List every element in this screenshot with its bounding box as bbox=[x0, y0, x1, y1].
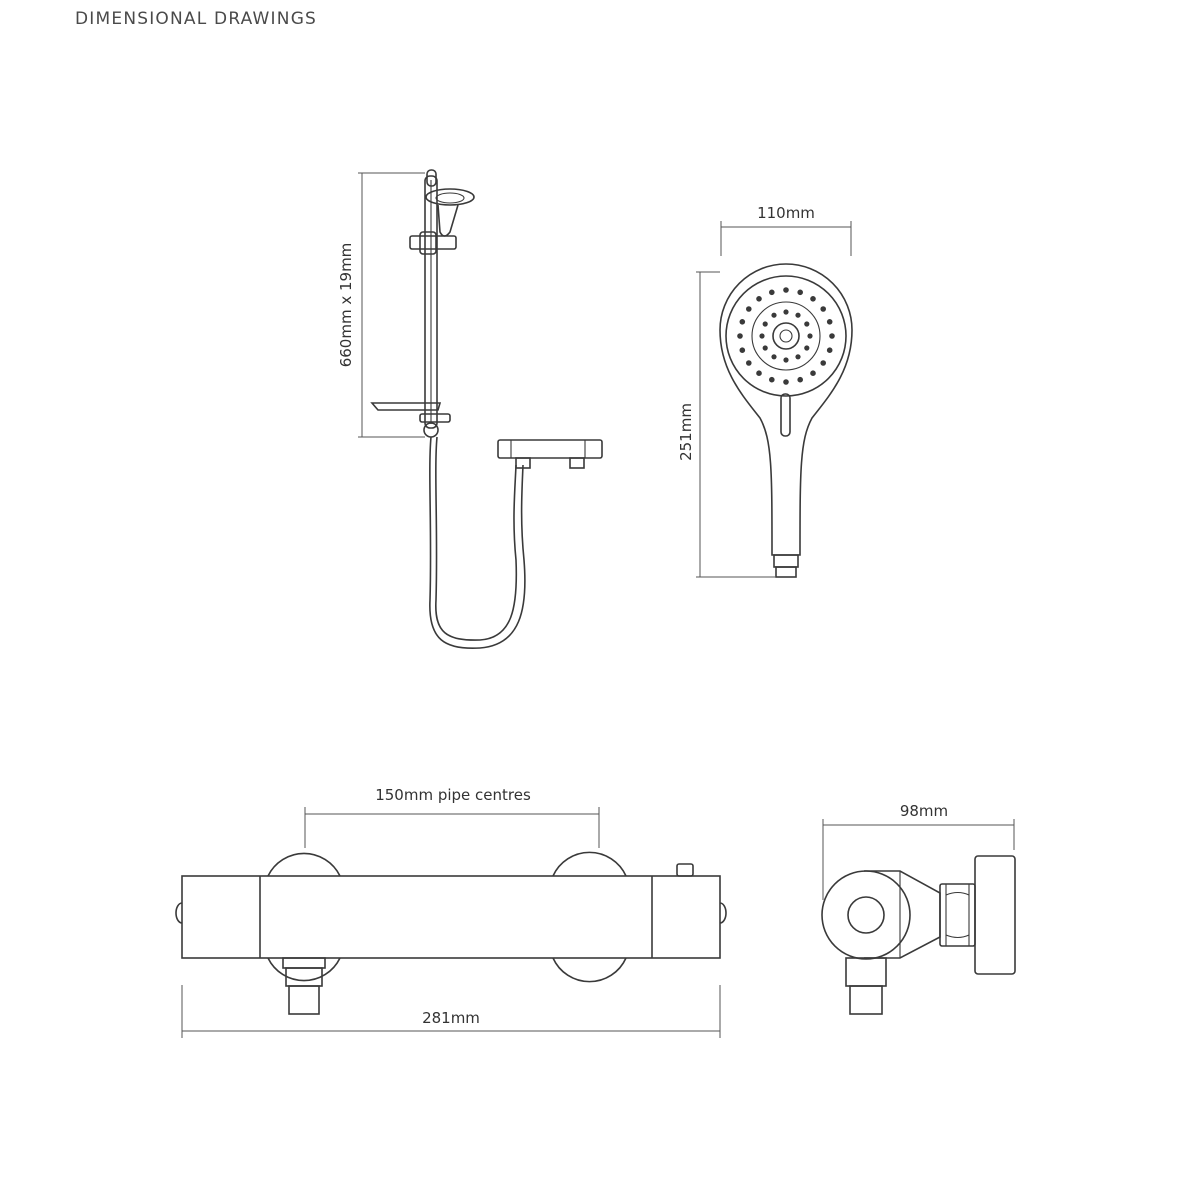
pipe-centres-label: 150mm pipe centres bbox=[375, 786, 531, 804]
spray-nozzle bbox=[783, 309, 788, 314]
spray-nozzle bbox=[810, 296, 816, 302]
valve-length-dimension bbox=[182, 985, 720, 1038]
handset-width-label: 110mm bbox=[757, 204, 815, 222]
kit-valve bbox=[498, 440, 602, 468]
handset-length-dimension bbox=[677, 272, 776, 577]
pipe-centres-dimension bbox=[305, 786, 599, 848]
valve-front-drawing bbox=[176, 786, 726, 1038]
spray-nozzle bbox=[746, 360, 752, 366]
spray-nozzle bbox=[804, 321, 809, 326]
spray-nozzle bbox=[795, 354, 800, 359]
spray-nozzle bbox=[797, 377, 803, 383]
spray-nozzle bbox=[771, 313, 776, 318]
spray-nozzle bbox=[759, 333, 764, 338]
spray-nozzle bbox=[820, 306, 826, 312]
spray-nozzle bbox=[827, 347, 833, 353]
spray-nozzle bbox=[795, 313, 800, 318]
spray-nozzle bbox=[783, 357, 788, 362]
valve-side-drawing bbox=[822, 802, 1015, 1014]
spray-nozzle bbox=[771, 354, 776, 359]
spray-nozzle bbox=[763, 345, 768, 350]
spray-nozzle bbox=[783, 287, 789, 293]
spray-nozzle bbox=[763, 321, 768, 326]
spray-nozzle bbox=[820, 360, 826, 366]
spray-nozzle bbox=[810, 370, 816, 376]
handset-length-label: 251mm bbox=[677, 403, 695, 461]
rail-height-label: 660mm x 19mm bbox=[337, 242, 355, 368]
spray-nozzle bbox=[740, 347, 746, 353]
spray-nozzle bbox=[783, 379, 789, 385]
spray-nozzle bbox=[807, 333, 812, 338]
handset-width-dimension bbox=[721, 204, 851, 256]
spray-nozzle bbox=[769, 377, 775, 383]
spray-nozzle bbox=[804, 345, 809, 350]
valve-depth-label: 98mm bbox=[899, 802, 949, 820]
valve-depth-dimension bbox=[823, 802, 1014, 900]
page-title: DIMENSIONAL DRAWINGS bbox=[75, 9, 318, 29]
spray-nozzle bbox=[737, 333, 743, 339]
spray-nozzle bbox=[740, 319, 746, 325]
spray-nozzle bbox=[829, 333, 835, 339]
spray-nozzle bbox=[797, 290, 803, 296]
spray-nozzle bbox=[756, 296, 762, 302]
rail-height-dimension bbox=[337, 173, 425, 437]
spray-nozzle bbox=[827, 319, 833, 325]
handset-front-drawing bbox=[677, 204, 852, 577]
spray-nozzle bbox=[746, 306, 752, 312]
spray-nozzle bbox=[756, 370, 762, 376]
shower-kit-drawing bbox=[337, 170, 602, 648]
rail-handset bbox=[426, 189, 474, 236]
valve-length-label: 281mm bbox=[422, 1009, 480, 1027]
spray-nozzle bbox=[769, 290, 775, 296]
